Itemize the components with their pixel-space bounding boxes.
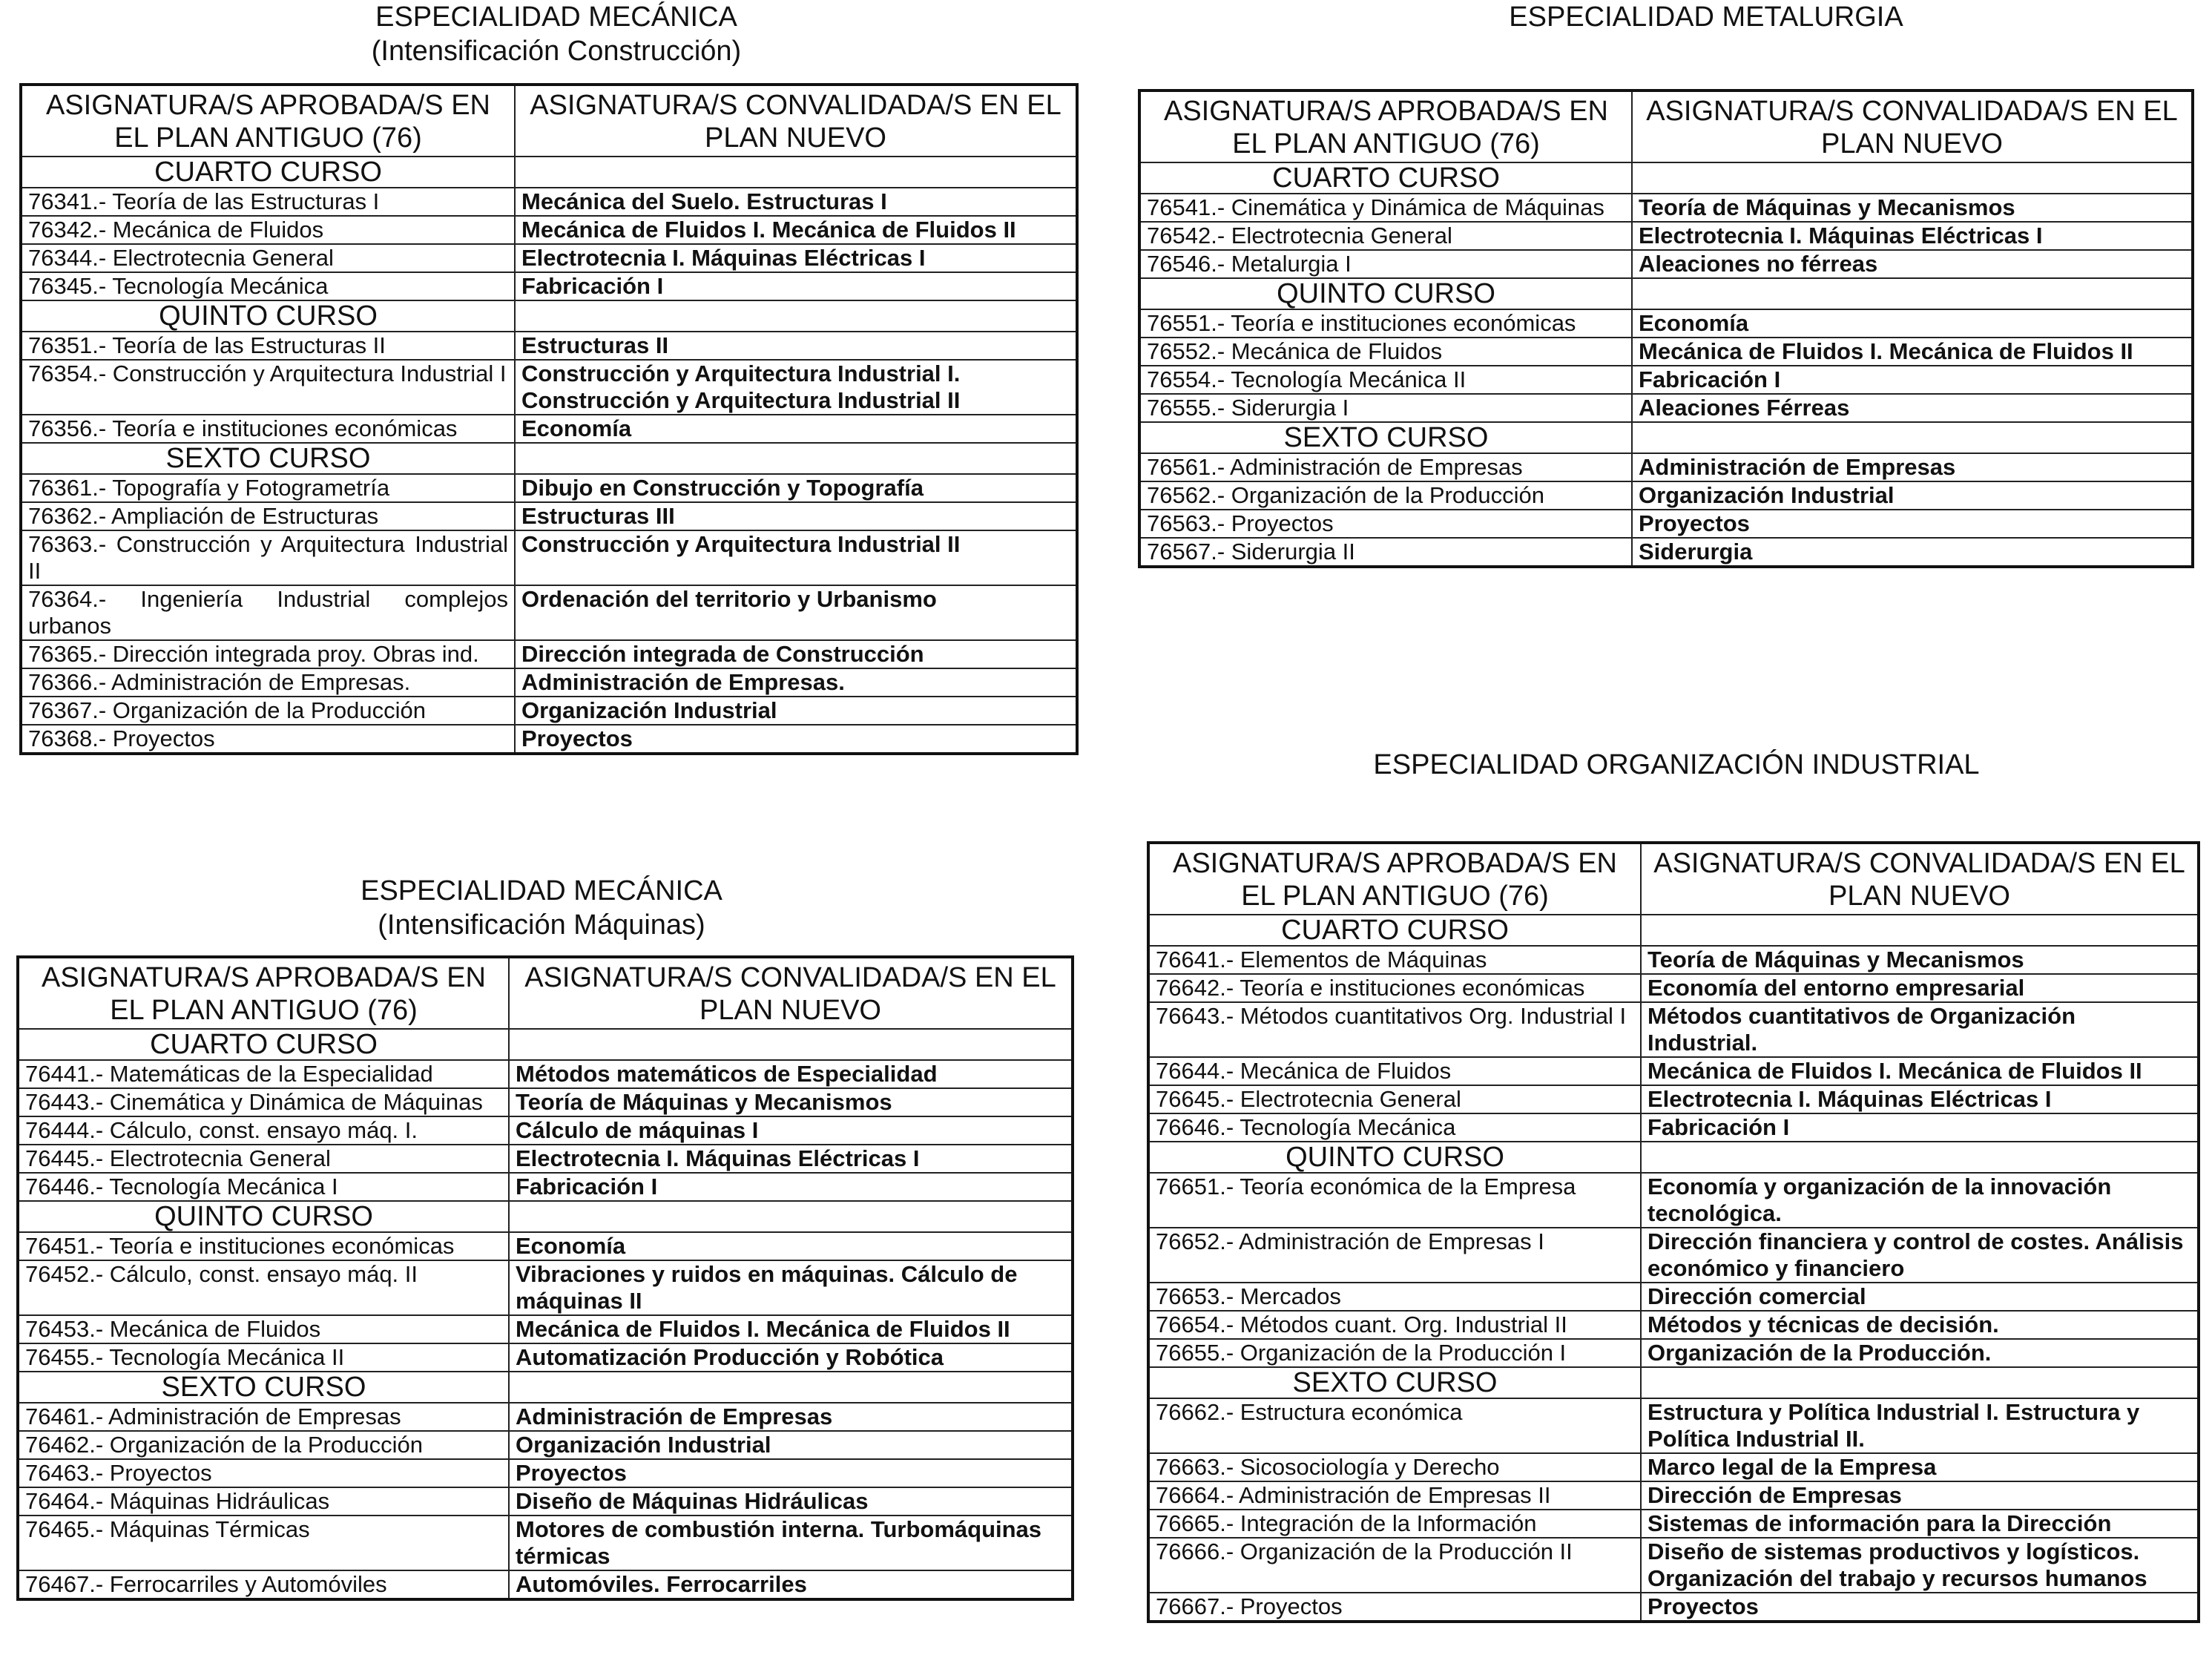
- maquinas-subtitle: (Intensificación Máquinas): [378, 909, 705, 941]
- table-row: [18, 1116, 1073, 1145]
- old-subject-cell: 76361.- Topografía y Fotogrametría: [21, 474, 515, 502]
- new-subject-cell: Fabricación I: [515, 272, 1077, 300]
- course-heading-empty-cell: [1632, 162, 2193, 194]
- table-row: [21, 216, 1077, 244]
- table-row: [21, 640, 1077, 668]
- new-subject-cell: Métodos matemáticos de Especialidad: [509, 1060, 1073, 1088]
- old-subject-cell: 76455.- Tecnología Mecánica II: [18, 1343, 509, 1372]
- old-subject-cell: 76665.- Integración de la Información: [1148, 1510, 1641, 1538]
- course-heading-empty-cell: [515, 300, 1077, 332]
- new-subject-cell: Teoría de Máquinas y Mecanismos: [1641, 946, 2199, 974]
- new-subject-cell: Teoría de Máquinas y Mecanismos: [509, 1088, 1073, 1116]
- new-subject-cell: Mecánica de Fluidos I. Mecánica de Fluidos II: [515, 216, 1077, 244]
- table-row: [1148, 1311, 2199, 1339]
- table-row: [21, 502, 1077, 530]
- old-subject-cell: 76356.- Teoría e instituciones económicas: [21, 415, 515, 443]
- table-row: [1148, 946, 2199, 974]
- new-subject-cell: Organización de la Producción.: [1641, 1339, 2199, 1367]
- header-old-plan: ASIGNATURA/S APROBADA/S EN EL PLAN ANTIGUO (76): [1148, 843, 1641, 915]
- metalurgia-title-block: [1335, 0, 2077, 34]
- old-subject-cell: 76354.- Construcción y Arquitectura Industrial I: [21, 360, 515, 415]
- old-subject-cell: 76555.- Siderurgia I: [1139, 394, 1632, 422]
- header-new-plan: ASIGNATURA/S CONVALIDADA/S EN EL PLAN NUEVO: [509, 957, 1073, 1029]
- old-subject-cell: 76451.- Teoría e instituciones económicas: [18, 1232, 509, 1260]
- old-subject-cell: 76362.- Ampliación de Estructuras: [21, 502, 515, 530]
- new-subject-cell: Economía: [509, 1232, 1073, 1260]
- course-heading-row: [1148, 1142, 2199, 1173]
- table-row: [1148, 1453, 2199, 1481]
- table-row: [1148, 1510, 2199, 1538]
- table-row: [1148, 1085, 2199, 1113]
- new-subject-cell: Aleaciones no férreas: [1632, 250, 2193, 278]
- old-subject-cell: 76443.- Cinemática y Dinámica de Máquinas: [18, 1088, 509, 1116]
- course-heading-row: [21, 300, 1077, 332]
- table-row: [1148, 1113, 2199, 1142]
- table-row: [1148, 1002, 2199, 1057]
- old-subject-cell: 76563.- Proyectos: [1139, 510, 1632, 538]
- old-subject-cell: 76445.- Electrotecnia General: [18, 1145, 509, 1173]
- construccion-title-block: [223, 0, 890, 68]
- organizacion-title: ESPECIALIDAD ORGANIZACIÓN INDUSTRIAL: [1373, 749, 1980, 780]
- new-subject-cell: Métodos cuantitativos de Organización Industrial.: [1641, 1002, 2199, 1057]
- old-subject-cell: 76464.- Máquinas Hidráulicas: [18, 1487, 509, 1516]
- new-subject-cell: Economía y organización de la innovación tecnológica.: [1641, 1173, 2199, 1228]
- course-heading-row: [1148, 1367, 2199, 1398]
- old-subject-cell: 76446.- Tecnología Mecánica I: [18, 1173, 509, 1201]
- table-row: [21, 585, 1077, 640]
- new-subject-cell: Diseño de sistemas productivos y logísticos. Organización del trabajo y recursos humanos: [1641, 1538, 2199, 1593]
- old-subject-cell: 76652.- Administración de Empresas I: [1148, 1228, 1641, 1283]
- table-row: [18, 1343, 1073, 1372]
- course-heading: QUINTO CURSO: [18, 1201, 509, 1232]
- old-subject-cell: 76462.- Organización de la Producción: [18, 1431, 509, 1459]
- new-subject-cell: Administración de Empresas: [1632, 453, 2193, 481]
- maquinas-title-block: [215, 874, 868, 942]
- organizacion-table: [1147, 841, 2200, 1623]
- new-subject-cell: Construcción y Arquitectura Industrial II: [515, 530, 1077, 585]
- course-heading-empty-cell: [1641, 1142, 2199, 1173]
- old-subject-cell: 76363.- Construcción y Arquitectura Industrial II: [21, 530, 515, 585]
- old-subject-cell: 76367.- Organización de la Producción: [21, 697, 515, 725]
- new-subject-cell: Diseño de Máquinas Hidráulicas: [509, 1487, 1073, 1516]
- new-subject-cell: Construcción y Arquitectura Industrial I. Construcción y Arquitectura Industrial II: [515, 360, 1077, 415]
- header-row: [21, 85, 1077, 157]
- table-row: [21, 725, 1077, 754]
- table-row: [1139, 338, 2193, 366]
- old-subject-cell: 76546.- Metalurgia I: [1139, 250, 1632, 278]
- course-heading-row: [1148, 915, 2199, 946]
- old-subject-cell: 76667.- Proyectos: [1148, 1593, 1641, 1622]
- course-heading: SEXTO CURSO: [1148, 1367, 1641, 1398]
- old-subject-cell: 76666.- Organización de la Producción II: [1148, 1538, 1641, 1593]
- construccion-title: ESPECIALIDAD MECÁNICA: [375, 1, 737, 33]
- table-row: [1139, 194, 2193, 222]
- table-row: [21, 360, 1077, 415]
- maquinas-title: ESPECIALIDAD MECÁNICA: [361, 875, 722, 906]
- table-row: [1139, 510, 2193, 538]
- old-subject-cell: 76344.- Electrotecnia General: [21, 244, 515, 272]
- old-subject-cell: 76561.- Administración de Empresas: [1139, 453, 1632, 481]
- course-heading-row: [18, 1029, 1073, 1060]
- old-subject-cell: 76351.- Teoría de las Estructuras II: [21, 332, 515, 360]
- course-heading-row: [21, 443, 1077, 474]
- table-row: [1139, 394, 2193, 422]
- course-heading-empty-cell: [515, 157, 1077, 188]
- header-row: [1148, 843, 2199, 915]
- course-heading: QUINTO CURSO: [1139, 278, 1632, 309]
- new-subject-cell: Automóviles. Ferrocarriles: [509, 1570, 1073, 1599]
- table-row: [1148, 1481, 2199, 1510]
- new-subject-cell: Vibraciones y ruidos en máquinas. Cálculo de máquinas II: [509, 1260, 1073, 1315]
- new-subject-cell: Mecánica del Suelo. Estructuras I: [515, 188, 1077, 216]
- course-heading: CUARTO CURSO: [21, 157, 515, 188]
- course-heading: CUARTO CURSO: [18, 1029, 509, 1060]
- old-subject-cell: 76345.- Tecnología Mecánica: [21, 272, 515, 300]
- old-subject-cell: 76562.- Organización de la Producción: [1139, 481, 1632, 510]
- old-subject-cell: 76644.- Mecánica de Fluidos: [1148, 1057, 1641, 1085]
- table-row: [18, 1315, 1073, 1343]
- new-subject-cell: Dirección financiera y control de costes. Análisis económico y financiero: [1641, 1228, 2199, 1283]
- course-heading-row: [1139, 162, 2193, 194]
- table-row: [1139, 481, 2193, 510]
- table-row: [21, 415, 1077, 443]
- new-subject-cell: Economía: [515, 415, 1077, 443]
- course-heading-empty-cell: [509, 1029, 1073, 1060]
- new-subject-cell: Aleaciones Férreas: [1632, 394, 2193, 422]
- course-heading-row: [1139, 278, 2193, 309]
- new-subject-cell: Electrotecnia I. Máquinas Eléctricas I: [509, 1145, 1073, 1173]
- course-heading: CUARTO CURSO: [1139, 162, 1632, 194]
- course-heading-empty-cell: [509, 1201, 1073, 1232]
- metalurgia-table: [1138, 89, 2194, 568]
- header-row: [1139, 91, 2193, 162]
- old-subject-cell: 76365.- Dirección integrada proy. Obras ind.: [21, 640, 515, 668]
- old-subject-cell: 76662.- Estructura económica: [1148, 1398, 1641, 1453]
- old-subject-cell: 76366.- Administración de Empresas.: [21, 668, 515, 697]
- course-heading: QUINTO CURSO: [1148, 1142, 1641, 1173]
- organizacion-title-block: [1306, 748, 2047, 782]
- table-row: [1139, 453, 2193, 481]
- new-subject-cell: Electrotecnia I. Máquinas Eléctricas I: [515, 244, 1077, 272]
- table-row: [21, 668, 1077, 697]
- table-row: [18, 1516, 1073, 1570]
- old-subject-cell: 76465.- Máquinas Térmicas: [18, 1516, 509, 1570]
- new-subject-cell: Electrotecnia I. Máquinas Eléctricas I: [1641, 1085, 2199, 1113]
- old-subject-cell: 76342.- Mecánica de Fluidos: [21, 216, 515, 244]
- new-subject-cell: Teoría de Máquinas y Mecanismos: [1632, 194, 2193, 222]
- table-row: [18, 1060, 1073, 1088]
- old-subject-cell: 76441.- Matemáticas de la Especialidad: [18, 1060, 509, 1088]
- new-subject-cell: Siderurgia: [1632, 538, 2193, 567]
- header-new-plan: ASIGNATURA/S CONVALIDADA/S EN EL PLAN NUEVO: [1632, 91, 2193, 162]
- course-heading-row: [21, 157, 1077, 188]
- old-subject-cell: 76664.- Administración de Empresas II: [1148, 1481, 1641, 1510]
- course-heading-row: [18, 1201, 1073, 1232]
- old-subject-cell: 76653.- Mercados: [1148, 1283, 1641, 1311]
- new-subject-cell: Mecánica de Fluidos I. Mecánica de Fluidos II: [1632, 338, 2193, 366]
- old-subject-cell: 76364.- Ingeniería Industrial complejos urbanos: [21, 585, 515, 640]
- new-subject-cell: Economía: [1632, 309, 2193, 338]
- table-row: [21, 244, 1077, 272]
- new-subject-cell: Organización Industrial: [515, 697, 1077, 725]
- course-heading: SEXTO CURSO: [21, 443, 515, 474]
- table-row: [18, 1145, 1073, 1173]
- table-row: [21, 188, 1077, 216]
- new-subject-cell: Proyectos: [509, 1459, 1073, 1487]
- course-heading-row: [18, 1372, 1073, 1403]
- new-subject-cell: Dirección de Empresas: [1641, 1481, 2199, 1510]
- new-subject-cell: Ordenación del territorio y Urbanismo: [515, 585, 1077, 640]
- table-row: [18, 1403, 1073, 1431]
- table-row: [18, 1088, 1073, 1116]
- new-subject-cell: Estructuras II: [515, 332, 1077, 360]
- table-row: [21, 697, 1077, 725]
- course-heading: CUARTO CURSO: [1148, 915, 1641, 946]
- course-heading-empty-cell: [1632, 422, 2193, 453]
- header-new-plan: ASIGNATURA/S CONVALIDADA/S EN EL PLAN NUEVO: [1641, 843, 2199, 915]
- table-row: [1148, 1398, 2199, 1453]
- table-row: [1139, 538, 2193, 567]
- table-row: [1148, 1228, 2199, 1283]
- old-subject-cell: 76554.- Tecnología Mecánica II: [1139, 366, 1632, 394]
- table-row: [18, 1173, 1073, 1201]
- table-row: [1139, 366, 2193, 394]
- table-row: [18, 1260, 1073, 1315]
- old-subject-cell: 76444.- Cálculo, const. ensayo máq. I.: [18, 1116, 509, 1145]
- table-row: [1148, 1283, 2199, 1311]
- old-subject-cell: 76654.- Métodos cuant. Org. Industrial II: [1148, 1311, 1641, 1339]
- new-subject-cell: Cálculo de máquinas I: [509, 1116, 1073, 1145]
- table-row: [1148, 974, 2199, 1002]
- construccion-subtitle: (Intensificación Construcción): [371, 36, 742, 67]
- old-subject-cell: 76467.- Ferrocarriles y Automóviles: [18, 1570, 509, 1599]
- old-subject-cell: 76663.- Sicosociología y Derecho: [1148, 1453, 1641, 1481]
- table-row: [18, 1459, 1073, 1487]
- old-subject-cell: 76541.- Cinemática y Dinámica de Máquinas: [1139, 194, 1632, 222]
- old-subject-cell: 76651.- Teoría económica de la Empresa: [1148, 1173, 1641, 1228]
- table-row: [1139, 309, 2193, 338]
- new-subject-cell: Dibujo en Construcción y Topografía: [515, 474, 1077, 502]
- new-subject-cell: Dirección comercial: [1641, 1283, 2199, 1311]
- construccion-table: [19, 83, 1079, 755]
- course-heading-empty-cell: [509, 1372, 1073, 1403]
- table-row: [18, 1232, 1073, 1260]
- table-row: [21, 272, 1077, 300]
- old-subject-cell: 76642.- Teoría e instituciones económicas: [1148, 974, 1641, 1002]
- old-subject-cell: 76643.- Métodos cuantitativos Org. Industrial I: [1148, 1002, 1641, 1057]
- header-old-plan: ASIGNATURA/S APROBADA/S EN EL PLAN ANTIGUO (76): [1139, 91, 1632, 162]
- header-new-plan: ASIGNATURA/S CONVALIDADA/S EN EL PLAN NUEVO: [515, 85, 1077, 157]
- new-subject-cell: Administración de Empresas: [509, 1403, 1073, 1431]
- metalurgia-title: ESPECIALIDAD METALURGIA: [1509, 1, 1903, 33]
- table-row: [21, 332, 1077, 360]
- new-subject-cell: Fabricación I: [509, 1173, 1073, 1201]
- new-subject-cell: Economía del entorno empresarial: [1641, 974, 2199, 1002]
- new-subject-cell: Marco legal de la Empresa: [1641, 1453, 2199, 1481]
- old-subject-cell: 76646.- Tecnología Mecánica: [1148, 1113, 1641, 1142]
- course-heading-empty-cell: [1632, 278, 2193, 309]
- table-row: [18, 1570, 1073, 1599]
- course-heading-empty-cell: [1641, 1367, 2199, 1398]
- new-subject-cell: Mecánica de Fluidos I. Mecánica de Fluidos II: [1641, 1057, 2199, 1085]
- table-row: [1139, 250, 2193, 278]
- old-subject-cell: 76368.- Proyectos: [21, 725, 515, 754]
- old-subject-cell: 76567.- Siderurgia II: [1139, 538, 1632, 567]
- old-subject-cell: 76461.- Administración de Empresas: [18, 1403, 509, 1431]
- new-subject-cell: Estructura y Política Industrial I. Estructura y Política Industrial II.: [1641, 1398, 2199, 1453]
- old-subject-cell: 76641.- Elementos de Máquinas: [1148, 946, 1641, 974]
- new-subject-cell: Dirección integrada de Construcción: [515, 640, 1077, 668]
- old-subject-cell: 76645.- Electrotecnia General: [1148, 1085, 1641, 1113]
- table-row: [1148, 1339, 2199, 1367]
- new-subject-cell: Administración de Empresas.: [515, 668, 1077, 697]
- course-heading-row: [1139, 422, 2193, 453]
- new-subject-cell: Fabricación I: [1641, 1113, 2199, 1142]
- old-subject-cell: 76551.- Teoría e instituciones económicas: [1139, 309, 1632, 338]
- new-subject-cell: Organización Industrial: [509, 1431, 1073, 1459]
- old-subject-cell: 76542.- Electrotecnia General: [1139, 222, 1632, 250]
- table-row: [1148, 1593, 2199, 1622]
- table-row: [1148, 1057, 2199, 1085]
- course-heading-empty-cell: [515, 443, 1077, 474]
- course-heading-empty-cell: [1641, 915, 2199, 946]
- new-subject-cell: Métodos y técnicas de decisión.: [1641, 1311, 2199, 1339]
- new-subject-cell: Electrotecnia I. Máquinas Eléctricas I: [1632, 222, 2193, 250]
- new-subject-cell: Proyectos: [1641, 1593, 2199, 1622]
- table-row: [18, 1487, 1073, 1516]
- new-subject-cell: Automatización Producción y Robótica: [509, 1343, 1073, 1372]
- old-subject-cell: 76453.- Mecánica de Fluidos: [18, 1315, 509, 1343]
- new-subject-cell: Proyectos: [1632, 510, 2193, 538]
- header-old-plan: ASIGNATURA/S APROBADA/S EN EL PLAN ANTIGUO (76): [21, 85, 515, 157]
- old-subject-cell: 76341.- Teoría de las Estructuras I: [21, 188, 515, 216]
- table-row: [18, 1431, 1073, 1459]
- table-row: [1148, 1173, 2199, 1228]
- old-subject-cell: 76452.- Cálculo, const. ensayo máq. II: [18, 1260, 509, 1315]
- header-row: [18, 957, 1073, 1029]
- new-subject-cell: Sistemas de información para la Dirección: [1641, 1510, 2199, 1538]
- course-heading: SEXTO CURSO: [1139, 422, 1632, 453]
- table-row: [21, 474, 1077, 502]
- table-row: [1148, 1538, 2199, 1593]
- header-old-plan: ASIGNATURA/S APROBADA/S EN EL PLAN ANTIGUO (76): [18, 957, 509, 1029]
- course-heading: SEXTO CURSO: [18, 1372, 509, 1403]
- new-subject-cell: Motores de combustión interna. Turbomáquinas térmicas: [509, 1516, 1073, 1570]
- old-subject-cell: 76552.- Mecánica de Fluidos: [1139, 338, 1632, 366]
- table-row: [21, 530, 1077, 585]
- maquinas-table: [16, 955, 1074, 1601]
- new-subject-cell: Organización Industrial: [1632, 481, 2193, 510]
- old-subject-cell: 76463.- Proyectos: [18, 1459, 509, 1487]
- new-subject-cell: Estructuras III: [515, 502, 1077, 530]
- old-subject-cell: 76655.- Organización de la Producción I: [1148, 1339, 1641, 1367]
- table-row: [1139, 222, 2193, 250]
- course-heading: QUINTO CURSO: [21, 300, 515, 332]
- new-subject-cell: Mecánica de Fluidos I. Mecánica de Fluidos II: [509, 1315, 1073, 1343]
- new-subject-cell: Fabricación I: [1632, 366, 2193, 394]
- new-subject-cell: Proyectos: [515, 725, 1077, 754]
